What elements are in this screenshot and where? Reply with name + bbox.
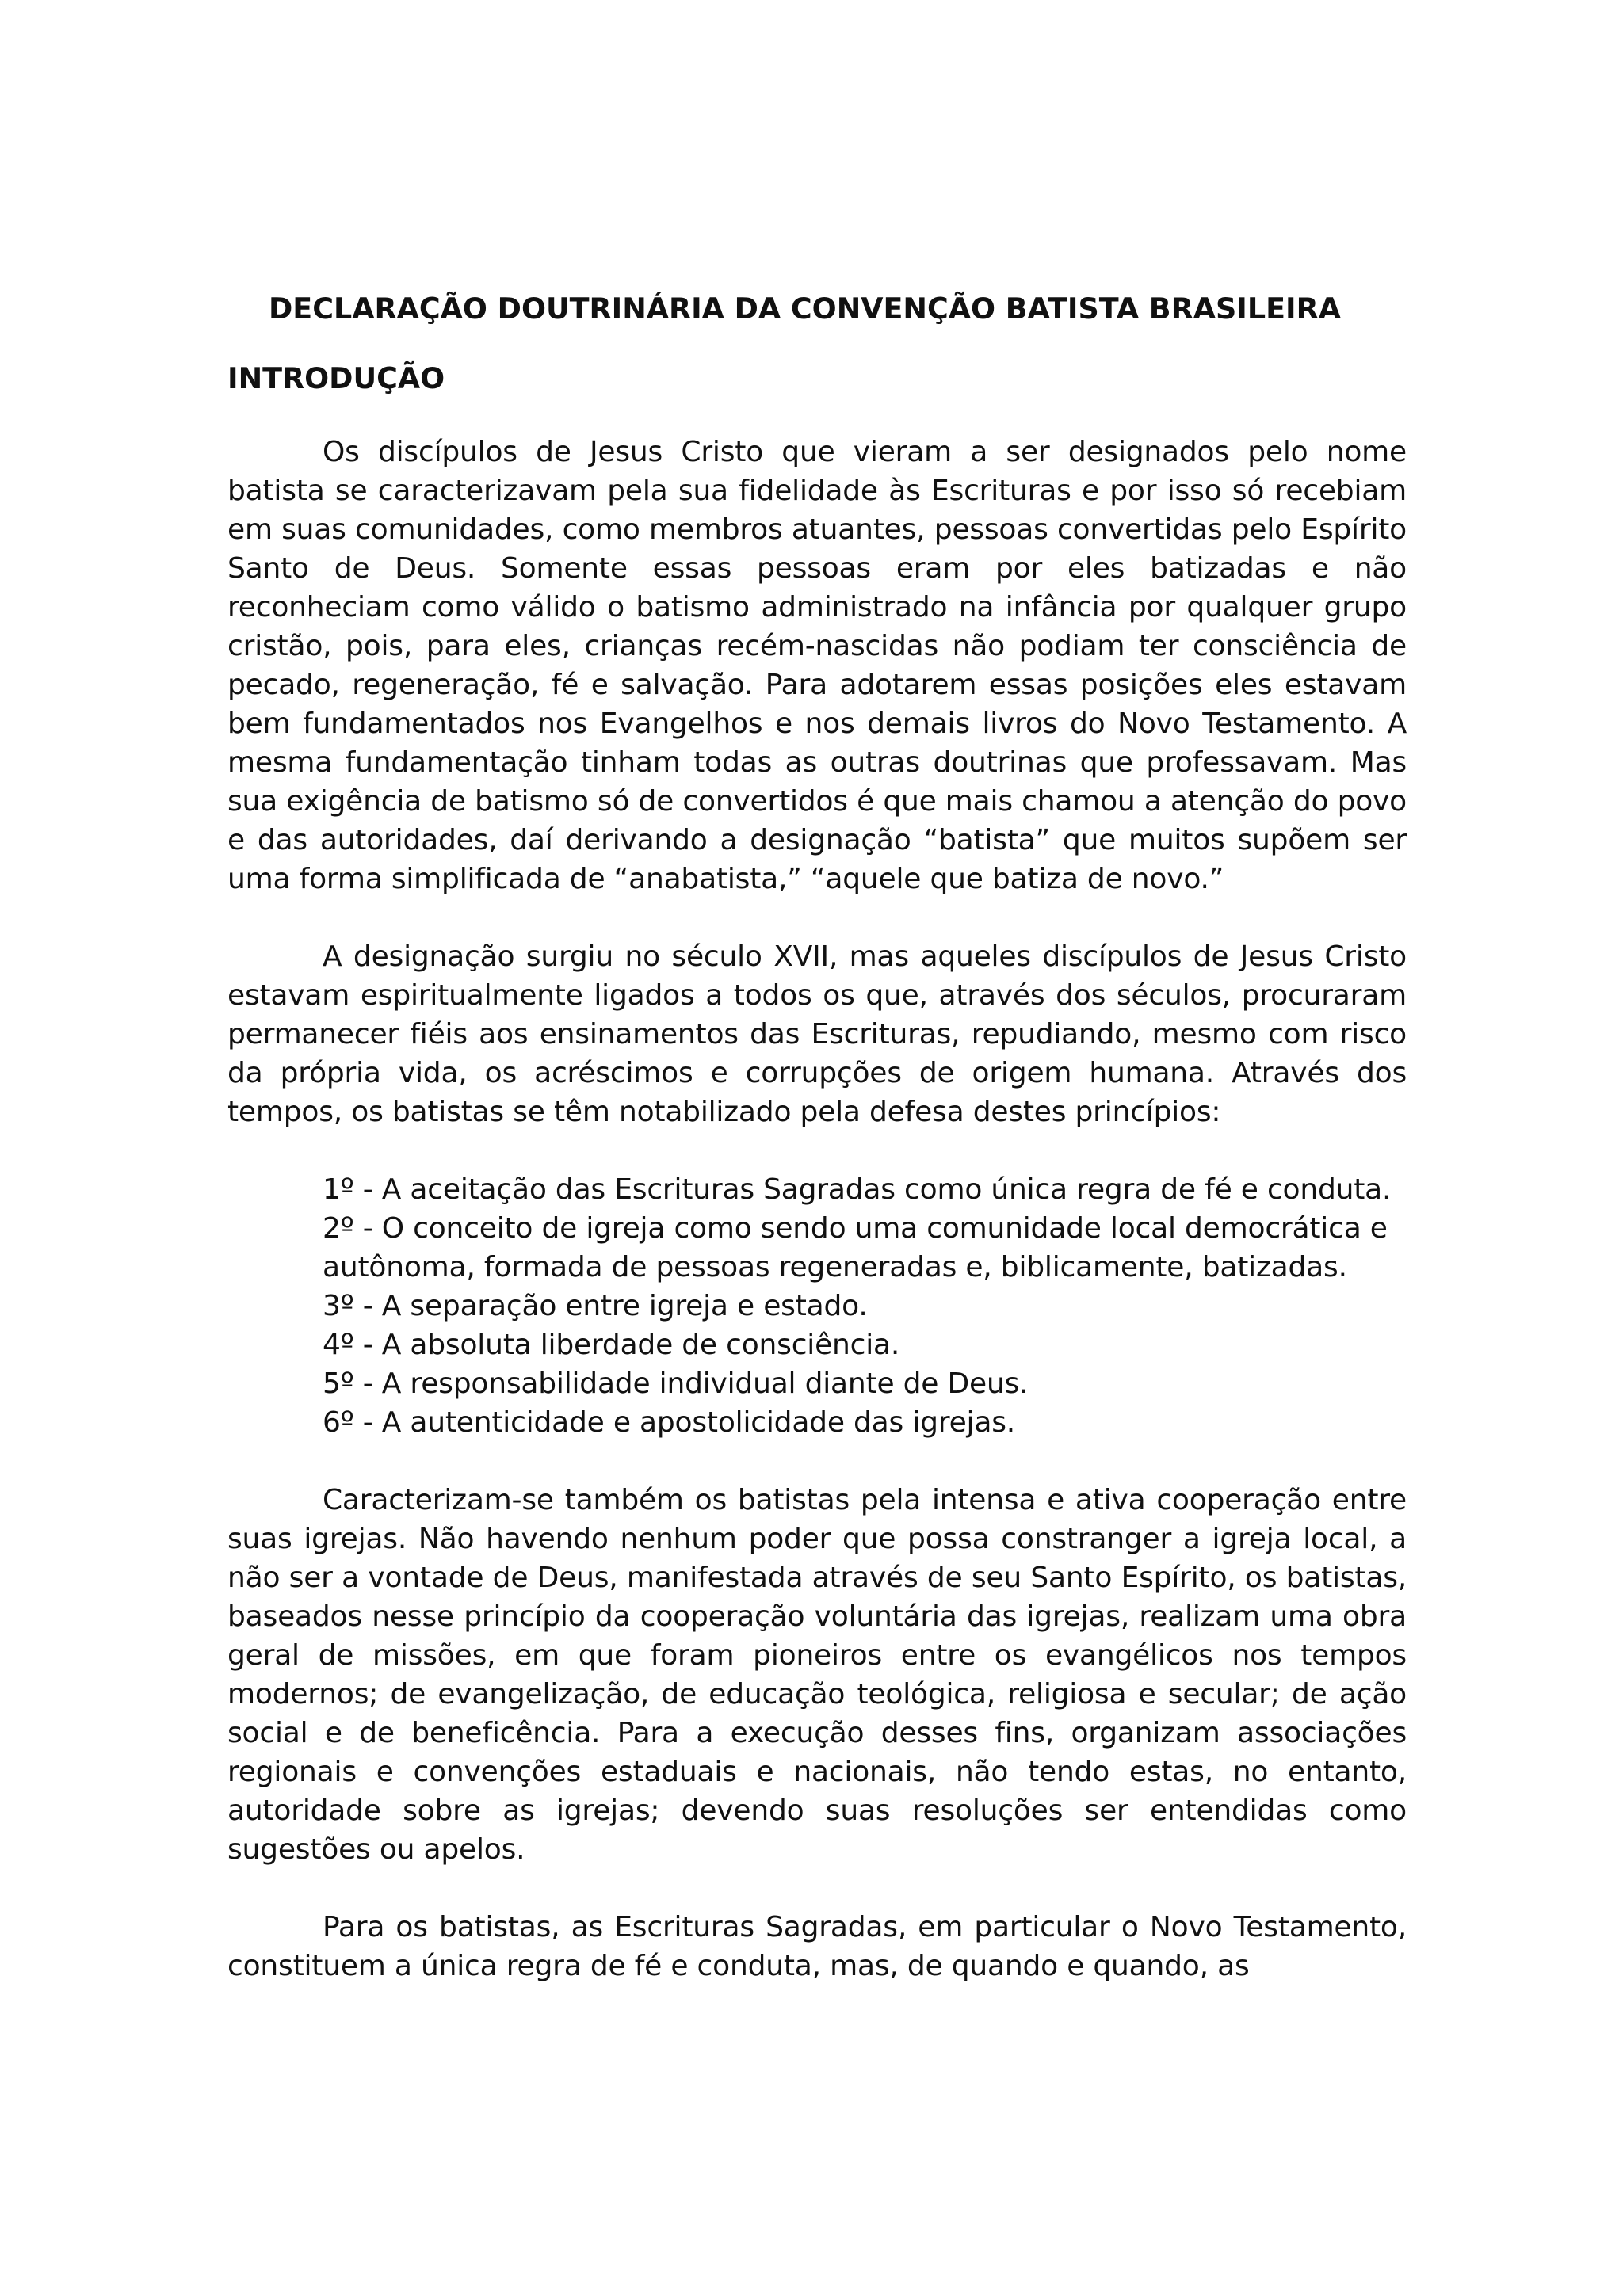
paragraph-4: Para os batistas, as Escrituras Sagradas, em particular o Novo Testamento, constituem a única regra de fé e conduta, mas, de quando e quando, as bbox=[227, 1911, 1407, 1982]
principles-list bbox=[227, 1170, 1407, 1442]
document-title: DECLARAÇÃO DOUTRINÁRIA DA CONVENÇÃO BATISTA BRASILEIRA bbox=[269, 292, 1341, 326]
paragraph-3: Caracterizam-se também os batistas pela intensa e ativa cooperação entre suas igrejas. Não havendo nenhum poder que possa constranger a igreja local, a não ser a vontade de Deus, manifestada através de seu Santo Espírito, os batistas, baseados nesse princípio da cooperação voluntária das igrejas, realizam uma obra geral de missões, em que foram pioneiros entre os evangélicos nos tempos modernos; de evangelização, de educação teológica, religiosa e secular; de ação social e de beneficência. Para a execução desses fins, organizam associações regionais e convenções estaduais e nacionais, não tendo estas, no entanto, autoridade sobre as igrejas; devendo suas resoluções ser entendidas como sugestões ou apelos. bbox=[227, 1484, 1407, 1866]
principle-item: 4º - A absoluta liberdade de consciência. bbox=[323, 1329, 900, 1361]
paragraph-1: Os discípulos de Jesus Cristo que vieram a ser designados pelo nome batista se caracterizavam pela sua fidelidade às Escrituras e por isso só recebiam em suas comunidades, como membros atuantes, pessoas convertidas pelo Espírito Santo de Deus. Somente essas pessoas eram por eles batizadas e não reconheciam como válido o batismo administrado na infância por qualquer grupo cristão, pois, para eles, crianças recém-nascidas não podiam ter consciência de pecado, regeneração, fé e salvação. Para adotarem essas posições eles estavam bem fundamentados nos Evangelhos e nos demais livros do Novo Testamento. A mesma fundamentação tinham todas as outras doutrinas que professavam. Mas sua exigência de batismo só de convertidos é que mais chamou a atenção do povo e das autoridades, daí derivando a designação “batista” que muitos supõem ser uma forma simplificada de “anabatista,” “aquele que batiza de novo.” bbox=[227, 436, 1407, 895]
principle-item: 1º - A aceitação das Escrituras Sagradas como única regra de fé e conduta. bbox=[323, 1173, 1392, 1206]
principle-item: 3º - A separação entre igreja e estado. bbox=[323, 1290, 868, 1322]
principle-item: 2º - O conceito de igreja como sendo uma comunidade local democrática e autônoma, formada de pessoas regeneradas e, biblicamente, batizadas. bbox=[323, 1212, 1388, 1283]
section-heading-introduction: INTRODUÇÃO bbox=[227, 361, 445, 395]
principle-item: 6º - A autenticidade e apostolicidade das igrejas. bbox=[323, 1406, 1016, 1439]
paragraph-2: A designação surgiu no século XVII, mas aqueles discípulos de Jesus Cristo estavam espiritualmente ligados a todos os que, através dos séculos, procuraram permanecer fiéis aos ensinamentos das Escrituras, repudiando, mesmo com risco da própria vida, os acréscimos e corrupções de origem humana. Através dos tempos, os batistas se têm notabilizado pela defesa destes princípios: bbox=[227, 940, 1407, 1128]
principle-item: 5º - A responsabilidade individual diante de Deus. bbox=[323, 1367, 1029, 1400]
document-page bbox=[227, 285, 1407, 1985]
